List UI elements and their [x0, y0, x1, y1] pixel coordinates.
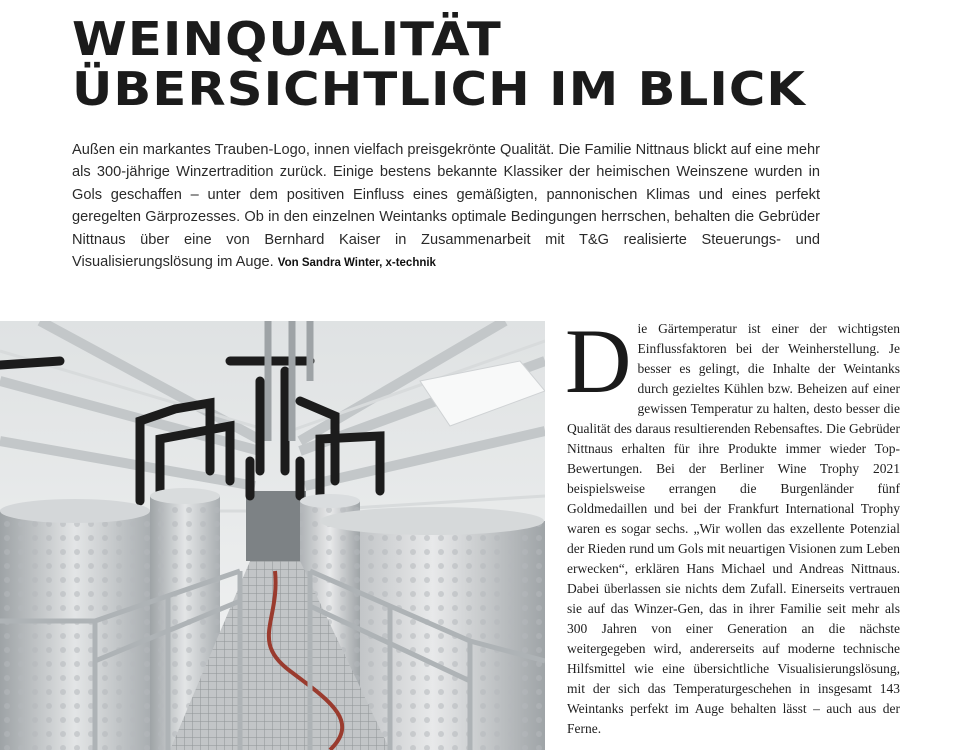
author-byline: Von Sandra Winter, x-technik [277, 257, 436, 270]
article-headline [72, 14, 806, 114]
wine-cellar-photo [0, 321, 545, 750]
far-wall [246, 491, 306, 561]
headline-line-2: ÜBERSICHTLICH IM BLICK [72, 62, 807, 116]
headline-line-1: WEINQUALITÄT [72, 12, 502, 66]
article-intro [72, 139, 820, 274]
intro-text: Außen ein markantes Trauben-Logo, innen vielfach preisgekrönte Qualität. Die Familie Nittnaus blickt auf eine mehr als 300-jährige Winzertradition zurück. Einige bestens bekannte Klassiker der heimischen Weinszene wurden in Gols geschaffen – unter dem positiven Einfluss eines gemäßigten, pannonischen Klimas und eines perfekt geregelten Gärprozesses. Ob in den einzelnen Weintanks optimale Bedingungen herrschen, behalten die Gebrüder Nittnaus über eine von Bernhard Kaiser in Zusammenarbeit mit T&G realisierte Steuerungs- und Visualisierungslösung im Auge. [72, 142, 820, 271]
article-body [565, 310, 900, 739]
body-paragraph: ie Gärtemperatur ist einer der wichtigsten Einflussfaktoren bei der Weinherstellung. Je besser es gelingt, die Inhalte der Weintanks durch gezieltes Kühlen bzw. Beheizen auf einer gewissen Temperatur zu halten, desto besser die Qualität des daraus resultierenden Rebensaftes. Die Gebrüder Nittnaus erhalten für ihre Produkte immer wieder Top-Bewertungen. Bei der Berliner Wine Trophy 2021 beispielsweise errangen die Burgenländer fünf Goldmedaillen und bei der Frankfurt International Trophy waren es sogar sechs. „Wir wollen das exzellente Potenzial der Rieden rund um Gols mit neuartigen Visionen zum Leben erwecken“, erklären Hans Michael und Andreas Nittnaus. Dabei überlassen sie nichts dem Zufall. Einerseits vertrauen sie auf das Winzer-Gen, das in ihrer Familie seit mehr als 300 Jahren von einer Generation an die nächste weitergegeben wird, andererseits auf moderne technische Hilfsmittel wie eine übersichtliche Visualisierungslösung, mit der sich das Temperaturgeschehen in insgesamt 143 Weintanks perfekt im Auge behalten lässt – auch aus der Ferne. [567, 321, 900, 736]
drop-cap: D [565, 310, 632, 412]
